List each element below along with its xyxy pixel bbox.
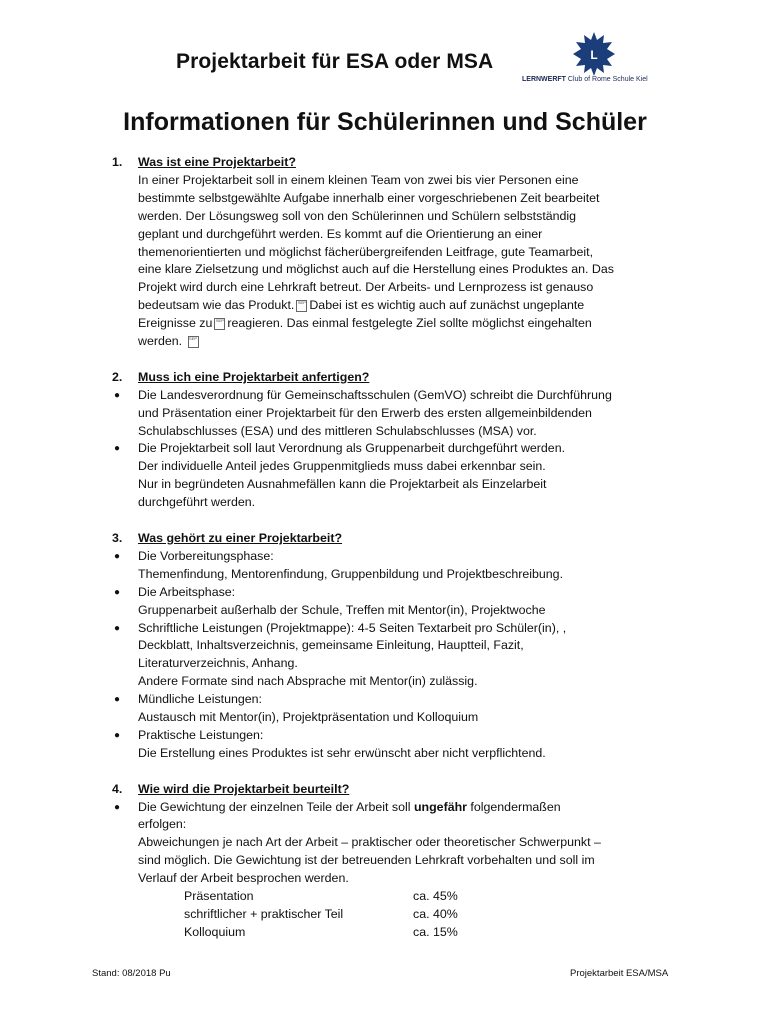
text-line: Schulabschlusses (ESA) und des mittleren Schulabschlusses (MSA) vor. — [138, 423, 537, 438]
list-item — [112, 548, 682, 584]
section-2 — [112, 369, 682, 512]
section-number: 3. — [112, 531, 123, 545]
section-3 — [112, 530, 682, 763]
weighting-value: ca. 40% — [413, 907, 458, 922]
section-heading-text: Wie wird die Projektarbeit beurteilt? — [138, 781, 350, 796]
text-line: Nur in begründeten Ausnahmefällen kann die Projektarbeit als Einzelarbeit — [138, 477, 547, 492]
weighting-label: Präsentation — [184, 889, 254, 904]
logo-caption — [522, 76, 648, 83]
text-line: Gruppenarbeit außerhalb der Schule, Treffen mit Mentor(in), Projektwoche — [138, 602, 546, 617]
text-line: eine klare Zielsetzung und möglichst auch auf die Herstellung eines Produktes an. Das — [138, 262, 614, 277]
text-line: erfolgen: — [138, 817, 187, 832]
bullet-icon: ● — [114, 389, 121, 401]
weighting-label: schriftlicher + praktischer Teil — [184, 907, 344, 922]
text-line: Abweichungen je nach Art der Arbeit – praktischer oder theoretischer Schwerpunkt – — [138, 835, 601, 850]
bullet-icon: ● — [114, 586, 121, 598]
text-line: Die Erstellung eines Produktes ist sehr erwünscht aber nicht verpflichtend. — [138, 745, 546, 760]
text-line: werden. SEP — [138, 334, 198, 349]
text-line: geplant und durchgeführt werden. Es kommt auf die Orientierung an einer — [138, 226, 543, 241]
weighting-label: Kolloquium — [184, 924, 246, 939]
text-line: bestimmte selbstgewählte Aufgabe innerhalb einer vorgeschriebenen Zeit bearbeitet — [138, 190, 600, 205]
list-item — [112, 387, 682, 441]
weighting-row — [184, 906, 682, 924]
sep-placeholder-icon: SEP — [214, 318, 225, 330]
section-heading — [112, 154, 682, 172]
weighting-table — [112, 888, 682, 942]
text-line: bedeutsam wie das Produkt. SEP Dabei ist es wichtig auch auf zunächst ungeplante — [138, 298, 585, 313]
logo-letter: L — [590, 48, 598, 62]
text-line: Mündliche Leistungen: — [138, 692, 262, 707]
list-item — [112, 727, 682, 763]
text-line: Schriftliche Leistungen (Projektmappe): 4-5 Seiten Textarbeit pro Schüler(in), , — [138, 620, 567, 635]
section-heading — [112, 530, 682, 548]
section-number: 4. — [112, 781, 123, 796]
text-line: themenorientierten und möglichst fächerübergreifenden Leitfrage, gute Teamarbeit, — [138, 244, 594, 259]
bullet-icon: ● — [114, 550, 121, 562]
text-line: Die Vorbereitungsphase: — [138, 548, 274, 563]
text-line: Die Arbeitsphase: — [138, 584, 236, 599]
section-heading — [112, 781, 682, 799]
section-heading-text: Was gehört zu einer Projektarbeit? — [138, 531, 343, 545]
bullet-icon: ● — [114, 801, 121, 813]
section-heading-text: Was ist eine Projektarbeit? — [138, 155, 296, 169]
text-line: und Präsentation einer Projektarbeit für den Erwerb des ersten allgemeinbildenden — [138, 405, 592, 420]
school-logo-icon — [572, 32, 616, 76]
text-line: Der individuelle Anteil jedes Gruppenmitglieds muss dabei erkennbar sein. — [138, 459, 546, 474]
text-line: Die Gewichtung der einzelnen Teile der Arbeit soll ungefähr folgendermaßen — [138, 799, 561, 814]
text-line: Die Projektarbeit soll laut Verordnung als Gruppenarbeit durchgeführt werden. — [138, 441, 566, 456]
footer-date: Stand: 08/2018 Pu — [92, 968, 171, 979]
weighting-row — [184, 924, 682, 942]
list-item — [112, 620, 682, 692]
footer-title: Projektarbeit ESA/MSA — [570, 968, 669, 979]
logo-brand: LERNWERFT — [522, 76, 566, 83]
text-line: Die Landesverordnung für Gemeinschaftsschulen (GemVO) schreibt die Durchführung — [138, 387, 612, 402]
text-line: Austausch mit Mentor(in), Projektpräsentation und Kolloquium — [138, 710, 479, 725]
text-line: Ereignisse zu SEP reagieren. Das einmal festgelegte Ziel sollte möglichst eingehalten — [138, 316, 592, 331]
text-line: Projekt wird durch eine Lehrkraft betreut. Der Arbeits- und Lernprozess ist genauso — [138, 280, 594, 295]
bullet-icon: ● — [114, 622, 121, 634]
list-item — [112, 799, 682, 889]
text-line: Praktische Leistungen: — [138, 727, 264, 742]
logo-sub: Club of Rome Schule Kiel — [565, 76, 648, 83]
list-item — [112, 691, 682, 727]
text-line: In einer Projektarbeit soll in einem kleinen Team von zwei bis vier Personen eine — [138, 172, 579, 187]
header-title: Projektarbeit für ESA oder MSA — [176, 50, 494, 73]
page-title: Informationen für Schülerinnen und Schüler — [123, 108, 647, 136]
text-line: Andere Formate sind nach Absprache mit Mentor(in) zulässig. — [138, 674, 478, 689]
text-line: sind möglich. Die Gewichtung ist der betreuenden Lehrkraft vorbehalten und soll im — [138, 853, 595, 868]
section-heading — [112, 369, 682, 387]
text-line: Literaturverzeichnis, Anhang. — [138, 656, 298, 671]
text-line: durchgeführt werden. — [138, 495, 256, 510]
section-number: 2. — [112, 369, 123, 384]
weighting-value: ca. 45% — [413, 889, 458, 904]
section-4 — [112, 781, 682, 942]
list-item — [112, 440, 682, 512]
weighting-value: ca. 15% — [413, 924, 458, 939]
text-line: Themenfindung, Mentorenfindung, Gruppenbildung und Projektbeschreibung. — [138, 566, 564, 581]
section-number: 1. — [112, 155, 123, 169]
sep-placeholder-icon: SEP — [188, 336, 199, 348]
bullet-icon: ● — [114, 729, 121, 741]
section-heading-text: Muss ich eine Projektarbeit anfertigen? — [138, 369, 370, 384]
text-line: Verlauf der Arbeit besprochen werden. — [138, 871, 349, 886]
text-line: Deckblatt, Inhaltsverzeichnis, gemeinsame Einleitung, Hauptteil, Fazit, — [138, 638, 524, 653]
section-1-paragraph — [112, 172, 682, 351]
sep-placeholder-icon: SEP — [296, 300, 307, 312]
bullet-icon: ● — [114, 443, 121, 455]
bullet-icon: ● — [114, 694, 121, 706]
section-1 — [112, 154, 682, 351]
weighting-row — [184, 888, 682, 906]
list-item — [112, 584, 682, 620]
document-body — [112, 154, 682, 960]
text-line: werden. Der Lösungsweg soll von den Schülerinnen und Schülern selbstständig — [138, 208, 577, 223]
